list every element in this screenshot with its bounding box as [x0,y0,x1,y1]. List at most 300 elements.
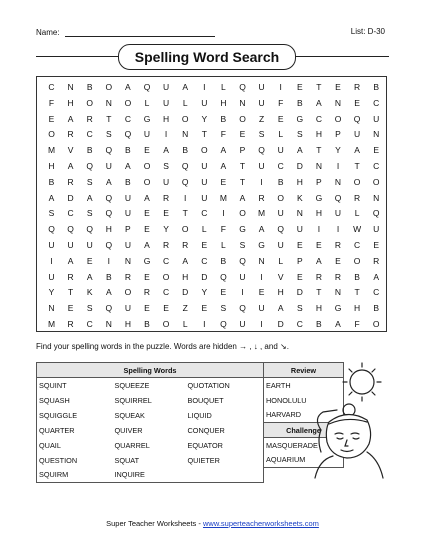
spelling-word: SQUEEZE [114,380,150,390]
grid-letter[interactable]: Y [163,224,169,235]
grid-letter[interactable]: A [239,192,246,203]
grid-letter[interactable]: D [182,287,189,298]
grid-letter[interactable]: U [124,208,131,219]
grid-letter[interactable]: P [296,255,303,266]
grid-letter[interactable]: D [296,287,303,298]
grid-letter[interactable]: S [105,129,112,140]
grid-letter[interactable]: I [260,319,263,329]
grid-letter[interactable]: O [143,176,151,187]
grid-letter[interactable]: U [163,176,170,187]
grid-letter[interactable]: B [105,271,112,282]
grid-row [37,316,388,332]
grid-letter[interactable]: S [86,303,93,314]
grid-letter[interactable]: A [277,303,284,314]
grid-letter[interactable]: B [125,145,131,156]
grid-letter[interactable]: C [124,113,131,124]
grid-letter[interactable]: O [86,97,93,108]
grid-letter[interactable]: O [239,113,246,124]
grid-letter[interactable]: O [181,113,189,124]
grid-letter[interactable]: G [143,113,151,124]
grid-letter[interactable]: S [258,129,265,140]
grid-letter[interactable]: H [182,271,189,282]
grid-letter[interactable]: P [125,224,131,235]
grid-letter[interactable]: I [336,161,340,171]
grid-letter[interactable]: G [258,240,265,250]
spelling-word: SQUIRREL [114,395,152,405]
grid-letter[interactable]: U [373,113,380,124]
grid-letter[interactable]: V [277,271,284,282]
grid-letter[interactable]: S [163,161,169,171]
grid-letter[interactable]: U [124,240,131,250]
grid-letter[interactable]: E [258,287,265,298]
grid-letter[interactable]: U [373,224,380,235]
grid-letter[interactable]: G [296,113,304,124]
grid-letter[interactable]: G [334,303,342,314]
spelling-word: SQUAT [114,455,140,465]
grid-letter[interactable]: M [47,319,56,329]
grid-letter[interactable]: O [372,176,380,187]
grid-letter[interactable]: A [354,145,360,156]
grid-letter[interactable]: R [334,240,342,250]
grid-letter[interactable]: E [144,271,150,282]
grid-letter[interactable]: R [334,271,342,282]
grid-letter[interactable]: H [315,303,322,314]
grid-letter[interactable]: M [47,145,56,156]
grid-letter[interactable]: E [67,303,74,314]
grid-letter[interactable]: U [201,161,208,171]
grid-letter[interactable]: N [334,176,342,187]
grid-letter[interactable]: H [315,129,322,140]
grid-row [37,237,388,253]
grid-letter[interactable]: E [86,255,93,266]
grid-letter[interactable]: A [144,192,150,203]
grid-letter[interactable]: Y [335,145,341,156]
grid-letter[interactable]: A [182,82,189,92]
grid-letter[interactable]: A [67,113,74,124]
grid-letter[interactable]: B [86,82,93,92]
grid-letter[interactable]: N [258,255,265,266]
grid-letter[interactable]: T [316,145,322,156]
grid-letter[interactable]: D [67,192,74,203]
grid-letter[interactable]: G [315,192,323,203]
grid-letter[interactable]: O [277,192,284,203]
grid-letter[interactable]: R [182,240,189,250]
grid-letter[interactable]: H [220,97,227,108]
grid-letter[interactable]: W [353,224,362,235]
grid-letter[interactable]: F [354,319,360,329]
grid-letter[interactable]: Q [105,208,113,219]
grid-letter[interactable]: E [373,145,380,156]
grid-letter[interactable]: Q [239,82,246,92]
grid-letter[interactable]: F [220,224,226,235]
grid-letter[interactable]: U [201,192,208,203]
grid-letter[interactable]: N [296,208,303,219]
grid-letter[interactable]: H [105,224,112,235]
grid-letter[interactable]: I [260,271,263,282]
grid-letter[interactable]: Q [334,192,342,203]
grid-letter[interactable]: S [296,303,303,314]
grid-letter[interactable]: N [239,97,246,108]
grid-letter[interactable]: O [105,82,113,92]
grid-letter[interactable]: D [296,161,303,171]
grid-letter[interactable]: F [48,97,55,108]
grid-letter[interactable]: B [125,176,131,187]
grid-letter[interactable]: U [296,224,303,235]
grid-letter[interactable]: O [162,271,170,282]
grid-letter[interactable]: U [105,161,112,171]
grid-letter[interactable]: T [182,208,188,219]
grid-letter[interactable]: B [86,145,93,156]
grid-letter[interactable]: B [220,113,227,124]
grid-letter[interactable]: E [296,271,303,282]
grid-letter[interactable]: B [296,97,303,108]
grid-letter[interactable]: C [354,240,361,250]
grid-letter[interactable]: A [105,287,112,298]
grid-letter[interactable]: B [354,271,360,282]
grid-letter[interactable]: T [354,287,360,298]
grid-letter[interactable]: V [67,145,74,156]
grid-letter[interactable]: U [258,303,265,314]
grid-letter[interactable]: N [334,97,342,108]
grid-letter[interactable]: S [296,129,303,140]
grid-letter[interactable]: Q [220,271,227,282]
grid-letter[interactable]: E [48,113,55,124]
grid-letter[interactable]: Q [239,303,246,314]
grid-letter[interactable]: A [296,145,303,156]
grid-letter[interactable]: N [48,303,55,314]
grid-letter[interactable]: C [67,208,74,219]
grid-letter[interactable]: T [106,113,112,124]
grid-letter[interactable]: U [258,82,265,92]
grid-letter[interactable]: U [48,240,55,250]
grid-letter[interactable]: M [258,208,266,219]
grid-letter[interactable]: U [124,192,131,203]
grid-letter[interactable]: N [373,192,380,203]
grid-letter[interactable]: E [239,129,246,140]
grid-letter[interactable]: N [315,161,322,171]
grid-letter[interactable]: N [124,255,131,266]
grid-letter[interactable]: O [239,208,246,219]
grid-letter[interactable]: Q [67,224,74,235]
grid-letter[interactable]: A [182,255,189,266]
grid-letter[interactable]: Y [201,287,208,298]
grid-letter[interactable]: Q [86,161,93,171]
grid-letter[interactable]: Y [48,287,55,298]
grid-letter[interactable]: U [201,176,208,187]
grid-letter[interactable]: E [144,145,150,156]
grid-letter[interactable]: M [219,192,227,203]
grid-letter[interactable]: Q [105,303,113,314]
grid-letter[interactable]: A [48,192,55,203]
grid-letter[interactable]: Q [181,161,189,171]
grid-letter[interactable]: G [239,224,246,235]
grid-letter[interactable]: R [163,240,170,250]
grid-letter[interactable]: A [258,224,265,235]
grid-letter[interactable]: U [334,208,342,219]
grid-letter[interactable]: P [316,176,322,187]
grid-letter[interactable]: O [124,97,132,108]
grid-letter[interactable]: E [201,240,208,250]
grid-letter[interactable]: C [201,208,208,219]
grid-letter[interactable]: Q [124,129,132,140]
grid-letter[interactable]: Q [105,145,113,156]
grid-letter[interactable]: O [48,129,55,140]
grid-letter[interactable]: H [124,319,131,329]
grid-letter[interactable]: B [373,303,380,314]
grid-letter[interactable]: A [86,271,93,282]
grid-letter[interactable]: I [241,287,244,298]
grid-letter[interactable]: Q [48,224,55,235]
grid-letter[interactable]: E [220,287,227,298]
grid-letter[interactable]: D [277,319,284,329]
grid-letter[interactable]: I [164,129,168,140]
grid-letter[interactable]: I [203,82,206,92]
grid-letter[interactable]: Q [353,113,361,124]
grid-letter[interactable]: Q [105,240,113,250]
grid-letter[interactable]: Q [372,208,380,219]
grid-letter[interactable]: B [182,145,189,156]
grid-letter[interactable]: R [124,271,131,282]
grid-letter[interactable]: E [144,224,150,235]
grid-letter[interactable]: H [48,161,55,171]
grid-letter[interactable]: B [373,82,380,92]
grid-letter[interactable]: R [163,192,170,203]
grid-letter[interactable]: R [354,82,361,92]
grid-letter[interactable]: C [86,319,93,329]
grid-letter[interactable]: O [353,255,361,266]
grid-letter[interactable]: U [239,319,246,329]
grid-letter[interactable]: R [354,192,361,203]
instructions-text: Find your spelling words in the puzzle. Words are hidden [36,342,237,351]
name-line[interactable] [65,27,215,37]
grid-letter[interactable]: T [316,82,322,92]
grid-letter[interactable]: B [144,319,150,329]
grid-letter[interactable]: A [125,161,131,171]
grid-letter[interactable]: L [354,208,360,219]
grid-letter[interactable]: U [201,97,208,108]
grid-letter[interactable]: S [220,303,227,314]
grid-letter[interactable]: Q [220,319,227,329]
grid-letter[interactable]: U [48,271,55,282]
grid-letter[interactable]: L [221,82,226,92]
grid-letter[interactable]: K [86,287,93,298]
grid-letter[interactable]: B [316,319,322,329]
grid-letter[interactable]: H [315,208,322,219]
grid-letter[interactable]: R [315,271,322,282]
grid-letter[interactable]: A [220,145,227,156]
grid-letter[interactable]: U [86,240,93,250]
grid-letter[interactable]: N [334,287,342,298]
grid-letter[interactable]: H [354,303,361,314]
grid-letter[interactable]: T [316,287,322,298]
grid-letter[interactable]: U [124,303,131,314]
grid-letter[interactable]: R [86,113,93,124]
grid-letter[interactable]: F [220,129,226,140]
grid-letter[interactable]: U [277,240,284,250]
grid-letter[interactable]: H [277,287,284,298]
grid-letter[interactable]: E [296,82,303,92]
grid-letter[interactable]: N [67,82,74,92]
grid-letter[interactable]: O [334,113,342,124]
grid-letter[interactable]: U [163,82,170,92]
grid-letter[interactable]: Q [86,224,93,235]
grid-letter[interactable]: U [143,129,151,140]
grid-letter[interactable]: L [182,97,188,108]
grid-letter[interactable]: E [144,303,150,314]
footer-link[interactable]: www.superteacherworksheets.com [202,519,319,528]
grid-letter[interactable]: C [373,97,380,108]
grid-letter[interactable]: P [335,129,341,140]
grid-letter[interactable]: N [105,97,112,108]
grid-letter[interactable]: Q [277,224,284,235]
grid-letter[interactable]: R [67,271,74,282]
grid-letter[interactable]: T [239,161,246,171]
grid-letter[interactable]: U [67,240,74,250]
grid-letter[interactable]: L [182,319,188,329]
grid-letter[interactable]: L [221,240,226,250]
grid-letter[interactable]: Q [239,255,246,266]
grid-letter[interactable]: K [296,192,303,203]
grid-letter[interactable]: Q [181,176,189,187]
grid-letter[interactable]: E [335,82,341,92]
grid-letter[interactable]: I [279,82,282,92]
grid-letter[interactable]: R [67,176,74,187]
grid-letter[interactable]: E [220,176,227,187]
grid-letter[interactable]: P [239,145,246,156]
grid-letter[interactable]: C [86,129,93,140]
grid-letter[interactable]: E [335,255,341,266]
grid-letter[interactable]: A [144,240,150,250]
grid-letter[interactable]: U [277,208,284,219]
grid-letter[interactable]: N [373,129,380,140]
grid-letter[interactable]: E [296,240,303,250]
grid-letter[interactable]: R [143,287,151,298]
grid-letter[interactable]: R [258,192,265,203]
grid-letter[interactable]: C [163,287,170,298]
list-id: List: D-30 [350,27,385,36]
grid-letter[interactable]: U [258,161,265,171]
grid-letter[interactable]: B [48,176,55,187]
grid-letter[interactable]: U [163,97,170,108]
grid-letter[interactable]: I [336,224,340,235]
grid-letter[interactable]: E [201,303,208,314]
grid-row [37,158,388,174]
grid-letter[interactable]: F [278,97,284,108]
grid-letter[interactable]: N [182,129,189,140]
grid-letter[interactable]: I [317,224,321,235]
grid-letter[interactable]: I [222,208,225,219]
grid-letter[interactable]: I [203,319,206,329]
grid-letter[interactable]: A [105,176,112,187]
grid-letter[interactable]: A [125,82,131,92]
grid-letter[interactable]: C [373,287,380,298]
grid-letter[interactable]: Y [201,113,208,124]
grid-letter[interactable]: O [372,319,380,329]
grid-letter[interactable]: U [277,145,284,156]
grid-letter[interactable]: E [277,113,284,124]
grid-letter[interactable]: I [184,192,187,203]
grid-letter[interactable]: E [373,240,380,250]
grid-letter[interactable]: T [354,161,360,171]
grid-letter[interactable]: H [296,176,303,187]
grid-letter[interactable]: Z [182,303,188,314]
grid-letter[interactable]: S [48,208,55,219]
grid-letter[interactable]: O [200,145,208,156]
grid-letter[interactable]: A [373,271,380,282]
grid-letter[interactable]: C [373,161,380,171]
grid-letter[interactable]: U [239,271,246,282]
grid-letter[interactable]: A [335,319,341,329]
grid-letter[interactable]: H [163,113,170,124]
grid-letter[interactable]: U [354,129,361,140]
grid-letter[interactable]: E [144,208,150,219]
grid-letter[interactable]: R [67,319,74,329]
grid-letter[interactable]: N [105,319,112,329]
grid-letter[interactable]: A [163,145,169,156]
grid-letter[interactable]: C [48,82,55,92]
grid-letter[interactable]: L [278,129,284,140]
grid-letter[interactable]: G [143,255,151,266]
grid-letter[interactable]: T [239,176,246,187]
grid-letter[interactable]: I [50,255,53,266]
grid-letter[interactable]: Q [143,82,151,92]
grid-letter[interactable]: C [201,255,208,266]
grid-letter[interactable]: O [353,176,361,187]
grid-letter[interactable]: E [316,240,322,250]
grid-letter[interactable]: A [86,192,93,203]
spelling-word: QUIVER [114,425,143,435]
grid-letter[interactable]: Q [258,145,265,156]
grid-letter[interactable]: A [220,161,227,171]
grid-letter[interactable]: H [67,97,74,108]
grid-letter[interactable]: C [163,255,170,266]
grid-letter[interactable]: T [201,129,207,140]
grid-letter[interactable]: A [67,255,74,266]
grid-letter[interactable]: U [258,97,265,108]
grid-letter[interactable]: R [67,129,74,140]
grid-letter[interactable]: C [277,161,284,171]
grid-letter[interactable]: D [201,271,208,282]
grid-letter[interactable]: Q [105,192,113,203]
grid-letter[interactable]: L [201,224,207,235]
grid-letter[interactable]: R [373,255,380,266]
grid-letter[interactable]: Z [258,113,265,124]
grid-letter[interactable]: S [86,208,93,219]
grid-letter[interactable]: B [277,176,284,187]
grid-letter[interactable]: E [163,303,169,314]
grid-letter[interactable]: O [143,161,151,171]
grid-letter[interactable]: O [162,319,170,329]
grid-letter[interactable]: O [181,224,189,235]
grid-letter[interactable]: C [296,319,303,329]
grid-letter[interactable]: S [239,240,246,250]
grid-letter[interactable]: E [354,97,360,108]
grid-letter[interactable]: A [316,255,322,266]
spelling-word: INQUIRE [113,468,186,483]
grid-letter[interactable]: A [67,161,74,171]
grid-letter[interactable]: E [163,208,169,219]
grid-letter[interactable]: L [144,97,150,108]
grid-letter[interactable]: T [67,287,74,298]
grid-letter[interactable]: B [220,255,227,266]
grid-letter[interactable]: A [316,97,322,108]
grid-letter[interactable]: I [107,255,110,266]
grid-letter[interactable]: C [315,113,322,124]
grid-letter[interactable]: L [278,255,284,266]
grid-letter[interactable]: I [260,176,263,187]
grid-letter[interactable]: S [86,176,93,187]
grid-letter[interactable]: O [124,287,132,298]
